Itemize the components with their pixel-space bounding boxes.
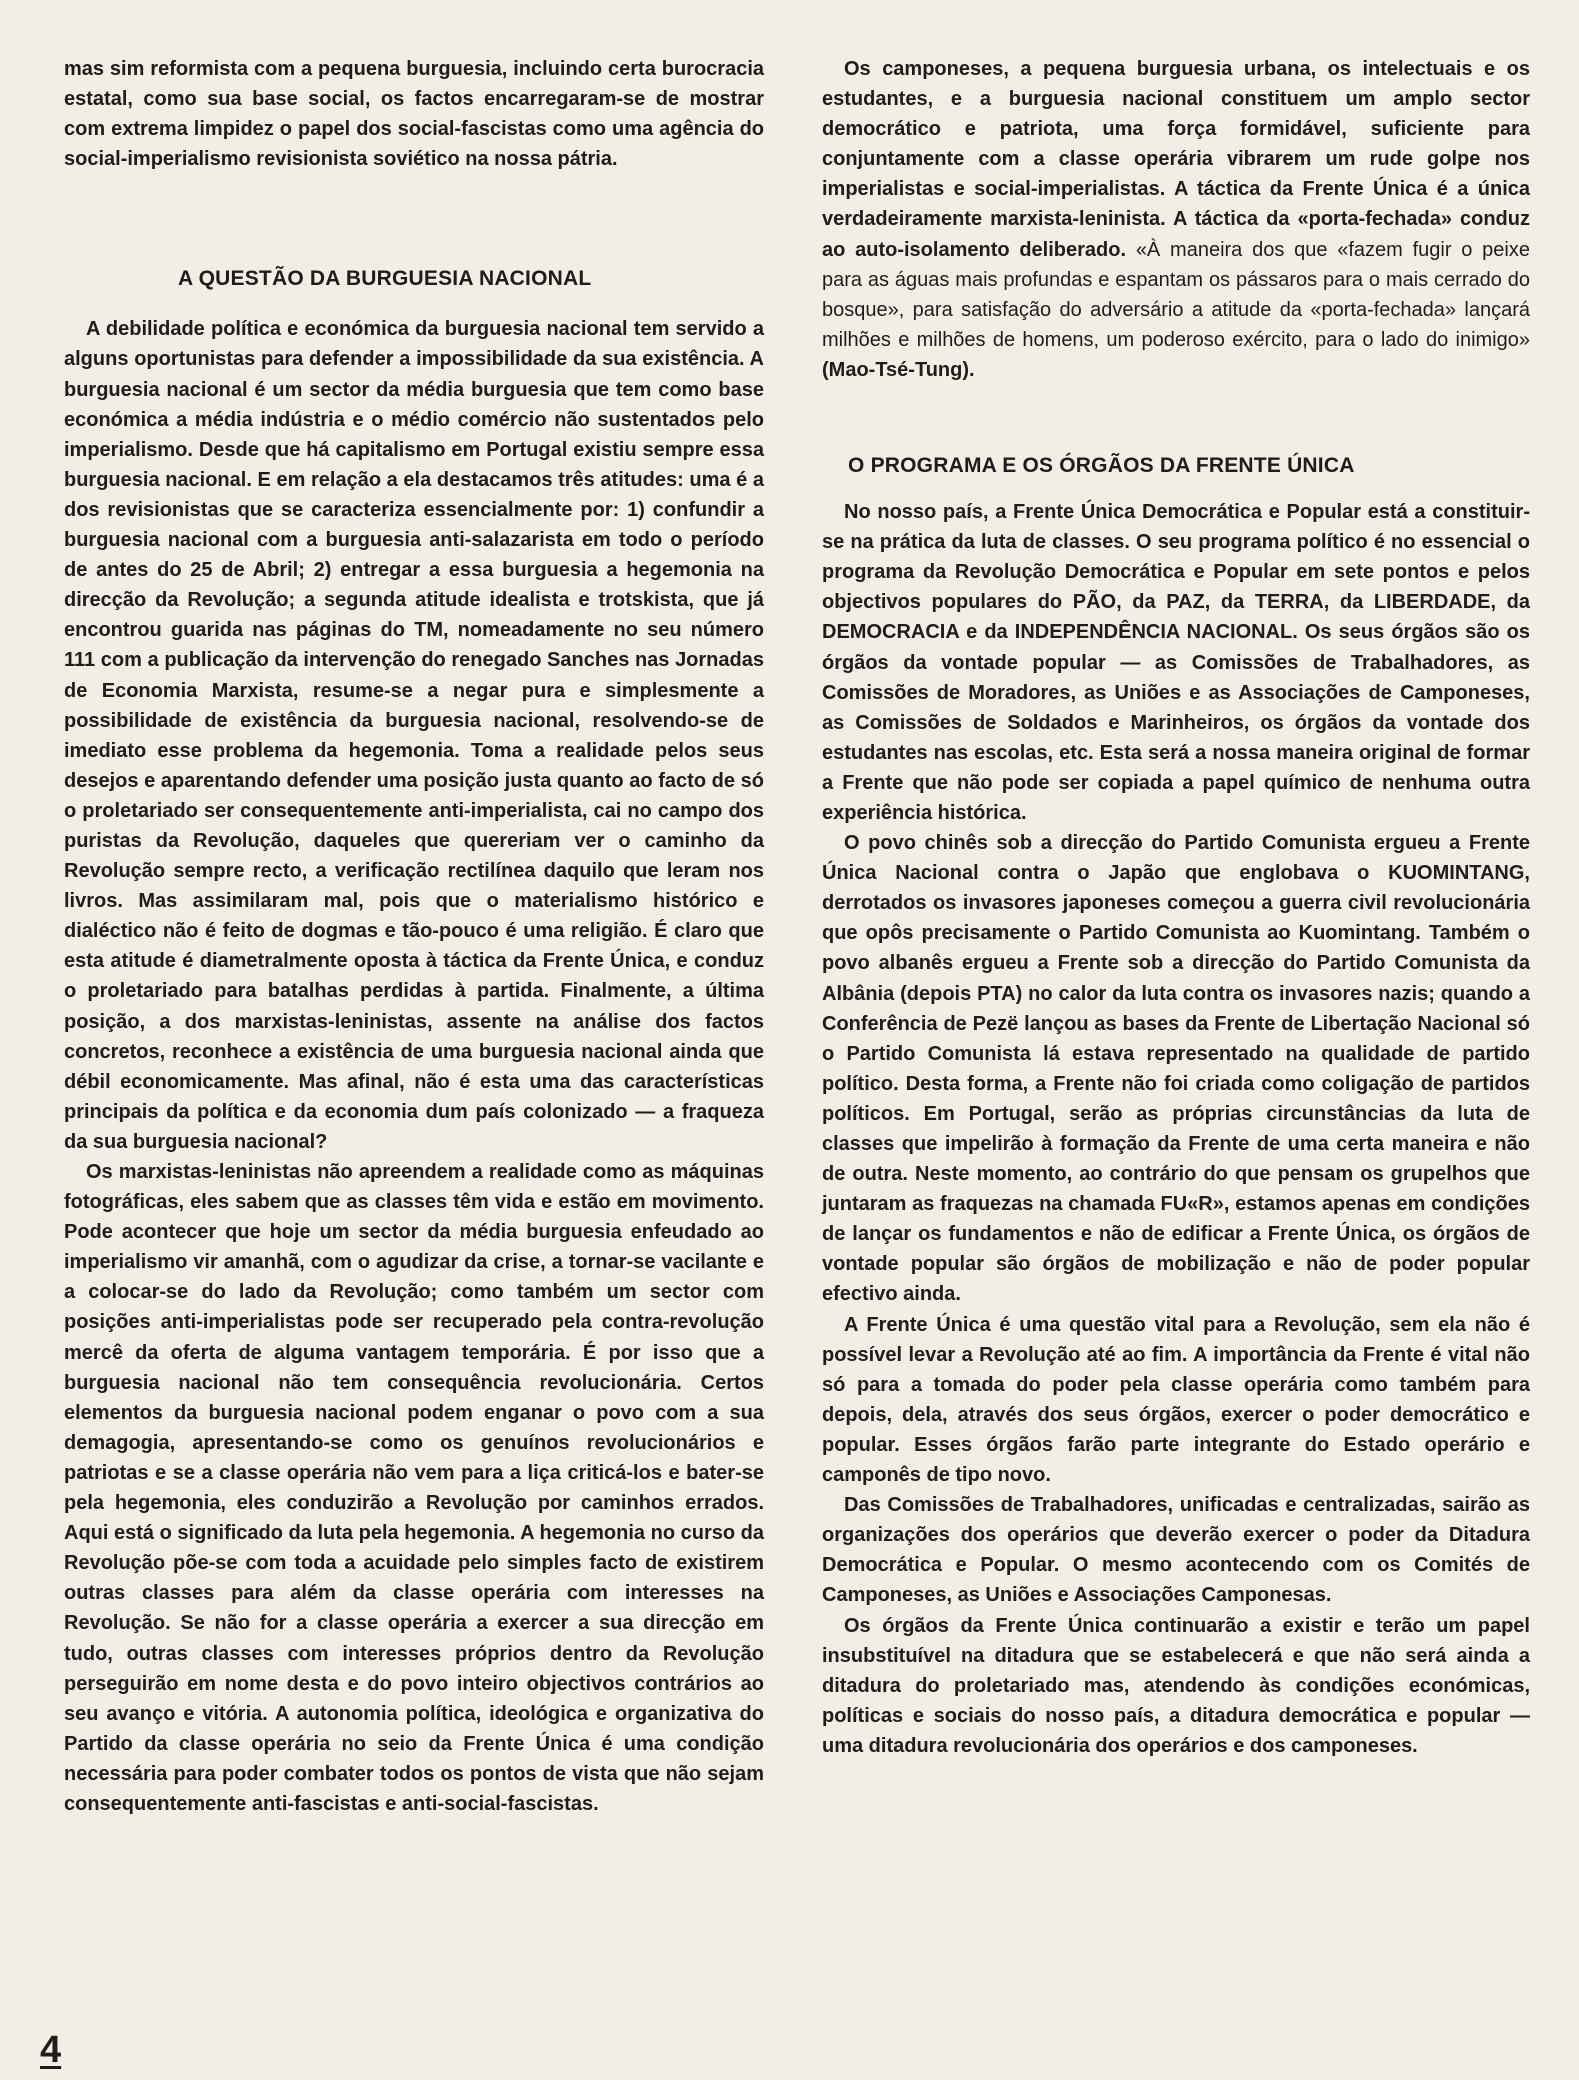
paragraph: Os marxistas-leninistas não apreendem a realidade como as máquinas fotográficas, eles sabem que as classes têm vida e estão em movimento. Pode acontecer que hoje um sector da média burguesia enfeudado ao imperialismo vir amanhã, com o agudizar da crise, a tornar-se vacilante e a colocar-se do lado da Revolução; como também um sector com posições anti-imperialistas pode ser recuperado pela contra-revolução mercê da oferta de alguma vantagem temporária. É por isso que a burguesia nacional não tem consequência revolucionária. Certos elementos da burguesia nacional podem enganar o povo com a sua demagogia, apresentando-se como os genuínos revolucionários e patriotas e se a classe operária não vem para a liça criticá-los e bater-se pela hegemonia, eles conduzirão a Revolução por caminhos errados. Aqui está o significado da luta pela hegemonia. A hegemonia no curso da Revolução põe-se com toda a acuidade pelo simples facto de existirem outras classes para além da classe operária com interesses na Revolução. Se não for a classe operária a exercer a sua direcção em tudo, outras classes com interesses próprios dentro da Revolução perseguirão em nome desta e do povo inteiro objectivos contrários ao seu avanço e vitória. A autonomia política, ideológica e organizativa do Partido da classe operária no seio da Frente Única é uma condição necessária para poder combater todos os pontos de vista que não sejam consequentemente anti-fascistas e anti-social-fascistas. (64, 1161, 764, 1815)
right-column (822, 54, 1530, 1761)
paragraph: A debilidade política e económica da burguesia nacional tem servido a alguns oportunistas para defender a impossibilidade da sua existência. A burguesia nacional é um sector da média burguesia que tem como base económica a média indústria e o médio comércio não sustentados pelo imperialismo. Desde que há capitalismo em Portugal existiu sempre essa burguesia nacional. E em relação a ela destacamos três atitudes: uma é a dos revisionistas que se caracteriza essencialmente por: 1) confundir a burguesia nacional com a burguesia anti-salazarista em todo o período de antes do 25 de Abril; 2) entregar a essa burguesia a hegemonia na direcção da Revolução; a segunda atitude idealista e trotskista, que já encontrou guarida nas páginas do TM, nomeadamente no seu número 111 com a publicação da intervenção do renegado Sanches nas Jornadas de Economia Marxista, resume-se a negar pura e simplesmente a possibilidade de existência da burguesia nacional, resolvendo-se de imediato esse problema da hegemonia. Toma a realidade pelos seus desejos e aparentando defender uma posição justa quanto ao facto de só o proletariado ser consequentemente anti-imperialista, cai no campo dos puristas da Revolução, daqueles que quereriam ver o caminho da Revolução sempre recto, a verificação rectilínea daquilo que leram nos livros. Mas assimilaram mal, pois que o materialismo histórico e dialéctico não é feito de dogmas e tão-pouco é uma religião. É claro que esta atitude é diametralmente oposta à táctica da Frente Única, e conduz o proletariado para batalhas perdidas à partida. Finalmente, a última posição, a dos marxistas-leninistas, assente na análise dos factos concretos, reconhece a existência de uma burguesia nacional ainda que débil economicamente. Mas afinal, não é esta uma das características principais da política e da economia dum país colonizado — a fraqueza da sua burguesia nacional? (64, 318, 764, 1153)
paragraph: Das Comissões de Trabalhadores, unificadas e centralizadas, sairão as organizações dos operários que deverão exercer o poder da Ditadura Democrática e Popular. O mesmo acontecendo com os Comités de Camponeses, as Uniões e Associações Camponesas. (822, 1494, 1530, 1607)
page-number: 4 (40, 2029, 62, 2071)
paragraph-bold-part: Os camponeses, a pequena burguesia urbana, os intelectuais e os estudantes, e a burguesia nacional constituem um amplo sector democrático e patriota, uma força formidável, suficiente para conjuntamente com a classe operária vibrarem um rude golpe nos imperialistas e social-imperialistas. A táctica da Frente Única é a única verdadeiramente marxista-leninista. A táctica da «porta-fechada» conduz ao auto-isolamento deliberado. (822, 58, 1530, 261)
section-heading-burguesia-nacional: A QUESTÃO DA BURGUESIA NACIONAL (178, 267, 592, 291)
paragraph: O povo chinês sob a direcção do Partido Comunista ergueu a Frente Única Nacional contra o Japão que englobava o KUOMINTANG, derrotados os invasores japoneses começou a guerra civil revolucionária que opôs precisamente o Partido Comunista ao Kuomintang. Também o povo albanês ergueu a Frente sob a direcção do Partido Comunista da Albânia (depois PTA) no calor da luta contra os invasores nazis; quando a Conferência de Pezë lançou as bases da Frente de Libertação Nacional só o Partido Comunista lá estava representado na qualidade de partido político. Desta forma, a Frente não foi criada como coligação de partidos políticos. Em Portugal, serão as próprias circunstâncias da luta de classes que impelirão à formação da Frente de uma certa maneira e não de outra. Neste momento, ao contrário do que pensam os grupelhos que juntaram as fraquezas na chamada FU«R», estamos apenas em condições de lançar os fundamentos e não de edificar a Frente Única, os órgãos de vontade popular são órgãos de mobilização e não de poder popular efectivo ainda. (822, 832, 1530, 1306)
paragraph: No nosso país, a Frente Única Democrática e Popular está a constituir-se na prática da luta de classes. O seu programa político é no essencial o programa da Revolução Democrática e Popular em sete pontos e pelos objectivos populares do PÃO, da PAZ, da TERRA, da LIBERDADE, da DEMOCRACIA e da INDEPENDÊNCIA NACIONAL. Os seus órgãos são os órgãos da vontade popular — as Comissões de Trabalhadores, as Comissões de Moradores, as Uniões e as Associações de Camponeses, as Comissões de Soldados e Marinheiros, os órgãos da vontade dos estudantes nas escolas, etc. Esta será a nossa maneira original de formar a Frente que não pode ser copiada a papel químico de nenhuma outra experiência histórica. (822, 501, 1530, 824)
paragraph (822, 54, 1530, 385)
paragraph: A Frente Única é uma questão vital para a Revolução, sem ela não é possível levar a Revolução até ao fim. A importância da Frente é vital não só para a tomada do poder pela classe operária como também para depois, dela, através dos seus órgãos, exercer o poder democrático e popular. Esses órgãos farão parte integrante do Estado operário e camponês de tipo novo. (822, 1313, 1530, 1487)
quote-citation: (Mao-Tsé-Tung). (822, 358, 975, 381)
intro-paragraph: mas sim reformista com a pequena burguesia, incluindo certa burocracia estatal, como sua base social, os factos encarregaram-se de mostrar com extrema limpidez o papel dos social-fascistas como uma agência do social-imperialismo revisionista soviético na nossa pátria. (64, 58, 764, 171)
mao-quote: «À maneira dos que «fazem fugir o peixe para as águas mais profundas e espantam os pássaros para o mais cerrado do bosque», para satisfação do adversário a atitude da «porta-fechada» lançará milhões e milhões de homens, um poderoso exército, para o lado do inimigo» (822, 238, 1530, 351)
section-heading-programa-orgaos: O PROGRAMA E OS ÓRGÃOS DA FRENTE ÚNICA (848, 454, 1355, 478)
left-column (64, 54, 764, 1819)
paragraph: Os órgãos da Frente Única continuarão a existir e terão um papel insubstituível na ditadura que se estabelecerá e que não será ainda a ditadura do proletariado mas, atendendo às condições económicas, políticas e sociais do nosso país, a ditadura democrática e popular — uma ditadura revolucionária dos operários e dos camponeses. (822, 1614, 1530, 1757)
